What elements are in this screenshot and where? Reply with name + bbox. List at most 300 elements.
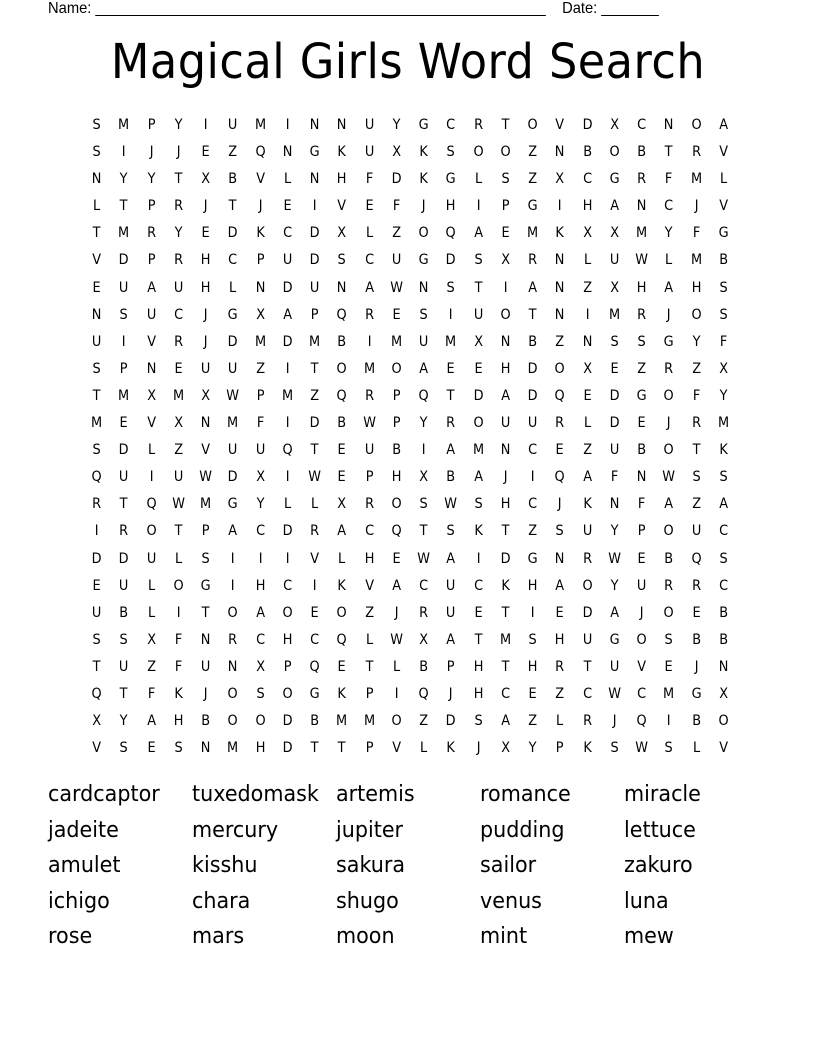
grid-letter[interactable]: P xyxy=(119,360,128,377)
grid-letter[interactable]: O xyxy=(663,523,674,540)
grid-letter[interactable]: O xyxy=(391,360,402,377)
grid-letter[interactable]: H xyxy=(473,658,483,675)
grid-letter[interactable]: Q xyxy=(636,713,647,730)
grid-letter[interactable]: D xyxy=(609,415,620,432)
grid-letter[interactable]: M xyxy=(690,171,702,188)
grid-letter[interactable]: B xyxy=(637,144,647,161)
grid-letter[interactable]: Z xyxy=(228,144,238,161)
grid-letter[interactable]: A xyxy=(582,469,592,486)
grid-letter[interactable]: K xyxy=(174,685,183,702)
grid-letter[interactable]: J xyxy=(203,306,208,323)
grid-letter[interactable]: G xyxy=(636,387,647,404)
grid-letter[interactable]: P xyxy=(637,523,646,540)
grid-letter[interactable]: Z xyxy=(691,496,701,513)
grid-letter[interactable]: U xyxy=(119,469,129,486)
grid-letter[interactable]: T xyxy=(446,387,455,404)
grid-letter[interactable]: O xyxy=(527,117,538,133)
grid-letter[interactable]: M xyxy=(200,496,212,513)
grid-letter[interactable]: H xyxy=(200,252,211,269)
grid-letter[interactable]: M xyxy=(717,415,729,432)
grid-letter[interactable]: T xyxy=(92,387,101,404)
grid-letter[interactable]: D xyxy=(309,252,320,269)
grid-letter[interactable]: J xyxy=(258,198,263,215)
grid-letter[interactable]: U xyxy=(500,415,511,432)
grid-letter[interactable]: U xyxy=(609,658,620,675)
grid-letter[interactable]: I xyxy=(121,333,126,350)
grid-letter[interactable]: E xyxy=(201,144,210,161)
grid-letter[interactable]: E xyxy=(392,306,401,323)
grid-letter[interactable]: Q xyxy=(691,550,702,567)
grid-letter[interactable]: X xyxy=(337,496,347,513)
grid-letter[interactable]: J xyxy=(203,685,208,702)
grid-letter[interactable]: Y xyxy=(119,171,128,188)
grid-letter[interactable]: B xyxy=(691,631,701,648)
grid-letter[interactable]: I xyxy=(230,577,235,594)
grid-letter[interactable]: T xyxy=(119,198,128,215)
grid-letter[interactable]: R xyxy=(555,415,565,432)
grid-letter[interactable]: Q xyxy=(336,631,347,648)
grid-letter[interactable]: B xyxy=(119,604,129,621)
grid-letter[interactable]: R xyxy=(173,252,183,269)
grid-letter[interactable]: W xyxy=(226,387,240,404)
grid-letter[interactable]: O xyxy=(282,685,293,702)
grid-letter[interactable]: Z xyxy=(255,360,265,377)
grid-letter[interactable]: R xyxy=(691,577,701,594)
grid-letter[interactable]: A xyxy=(337,523,347,540)
grid-letter[interactable]: Z xyxy=(528,171,538,188)
grid-letter[interactable]: T xyxy=(337,740,346,757)
grid-letter[interactable]: R xyxy=(364,306,374,323)
grid-letter[interactable]: S xyxy=(528,631,537,648)
grid-letter[interactable]: M xyxy=(91,415,103,432)
grid-letter[interactable]: F xyxy=(174,658,183,675)
grid-letter[interactable]: S xyxy=(692,469,701,486)
date-field[interactable]: _______ xyxy=(601,0,659,17)
grid-letter[interactable]: U xyxy=(446,604,456,621)
grid-letter[interactable]: V xyxy=(637,658,647,675)
grid-letter[interactable]: S xyxy=(92,442,101,459)
grid-letter[interactable]: R xyxy=(310,523,320,540)
grid-letter[interactable]: K xyxy=(446,740,456,757)
grid-letter[interactable]: N xyxy=(555,279,565,296)
grid-letter[interactable]: G xyxy=(445,171,456,188)
grid-letter[interactable]: V xyxy=(201,442,211,459)
grid-letter[interactable]: U xyxy=(255,442,265,459)
grid-letter[interactable]: P xyxy=(365,469,374,486)
grid-letter[interactable]: I xyxy=(312,198,317,215)
grid-letter[interactable]: U xyxy=(364,144,374,161)
grid-letter[interactable]: R xyxy=(173,333,183,350)
grid-letter[interactable]: Q xyxy=(336,387,347,404)
grid-letter[interactable]: U xyxy=(119,658,129,675)
grid-letter[interactable]: D xyxy=(282,333,293,350)
grid-letter[interactable]: A xyxy=(364,279,374,296)
grid-letter[interactable]: O xyxy=(473,415,484,432)
grid-letter[interactable]: T xyxy=(365,658,374,675)
grid-letter[interactable]: U xyxy=(609,252,620,269)
grid-letter[interactable]: I xyxy=(285,550,290,567)
grid-letter[interactable]: R xyxy=(664,577,674,594)
grid-letter[interactable]: A xyxy=(718,117,728,133)
grid-letter[interactable]: H xyxy=(364,550,374,567)
grid-letter[interactable]: L xyxy=(719,171,727,188)
grid-letter[interactable]: Z xyxy=(555,685,565,702)
grid-letter[interactable]: H xyxy=(282,631,293,648)
grid-letter[interactable]: O xyxy=(473,144,484,161)
grid-letter[interactable]: Q xyxy=(418,387,429,404)
grid-letter[interactable]: U xyxy=(364,442,374,459)
grid-letter[interactable]: A xyxy=(446,631,456,648)
grid-letter[interactable]: A xyxy=(446,442,456,459)
grid-letter[interactable]: H xyxy=(636,279,647,296)
grid-letter[interactable]: T xyxy=(310,360,319,377)
grid-letter[interactable]: M xyxy=(118,117,130,133)
grid-letter[interactable]: I xyxy=(176,604,181,621)
grid-letter[interactable]: S xyxy=(637,333,646,350)
grid-letter[interactable]: M xyxy=(309,333,321,350)
grid-letter[interactable]: S xyxy=(501,171,510,188)
grid-letter[interactable]: C xyxy=(664,198,674,215)
grid-letter[interactable]: O xyxy=(282,604,293,621)
grid-letter[interactable]: D xyxy=(282,713,293,730)
grid-letter[interactable]: H xyxy=(255,740,265,757)
grid-letter[interactable]: I xyxy=(476,198,481,215)
grid-letter[interactable]: S xyxy=(419,306,428,323)
grid-letter[interactable]: P xyxy=(256,387,265,404)
grid-letter[interactable]: E xyxy=(337,469,346,486)
grid-letter[interactable]: S xyxy=(664,740,673,757)
grid-letter[interactable]: W xyxy=(608,550,621,567)
grid-letter[interactable]: B xyxy=(718,604,728,621)
grid-letter[interactable]: E xyxy=(637,415,646,432)
grid-letter[interactable]: S xyxy=(119,740,128,757)
grid-letter[interactable]: O xyxy=(336,360,347,377)
grid-letter[interactable]: D xyxy=(227,225,238,242)
grid-letter[interactable]: X xyxy=(473,333,483,350)
grid-letter[interactable]: A xyxy=(282,306,292,323)
grid-letter[interactable]: Z xyxy=(582,442,592,459)
grid-letter[interactable]: E xyxy=(119,415,128,432)
grid-letter[interactable]: P xyxy=(446,658,455,675)
grid-letter[interactable]: E xyxy=(337,442,346,459)
grid-letter[interactable]: R xyxy=(582,550,592,567)
grid-letter[interactable]: I xyxy=(394,685,399,702)
grid-letter[interactable]: A xyxy=(391,577,401,594)
grid-letter[interactable]: U xyxy=(309,279,320,296)
grid-letter[interactable]: B xyxy=(310,713,320,730)
grid-letter[interactable]: N xyxy=(200,740,211,757)
grid-letter[interactable]: D xyxy=(582,604,593,621)
grid-letter[interactable]: Z xyxy=(364,604,374,621)
grid-letter[interactable]: G xyxy=(527,198,538,215)
grid-letter[interactable]: J xyxy=(666,306,671,323)
grid-letter[interactable]: L xyxy=(147,604,155,621)
grid-letter[interactable]: R xyxy=(473,117,483,133)
grid-letter[interactable]: U xyxy=(119,577,129,594)
grid-letter[interactable]: Y xyxy=(719,387,728,404)
grid-letter[interactable]: O xyxy=(691,117,702,133)
grid-letter[interactable]: P xyxy=(147,198,156,215)
grid-letter[interactable]: Z xyxy=(555,333,565,350)
grid-letter[interactable]: N xyxy=(609,496,620,513)
grid-letter[interactable]: P xyxy=(392,415,401,432)
grid-letter[interactable]: A xyxy=(718,496,728,513)
grid-letter[interactable]: W xyxy=(608,685,621,702)
grid-letter[interactable]: E xyxy=(610,360,619,377)
grid-letter[interactable]: E xyxy=(474,604,483,621)
grid-letter[interactable]: J xyxy=(476,740,481,757)
grid-letter[interactable]: H xyxy=(500,496,511,513)
grid-letter[interactable]: M xyxy=(390,333,402,350)
grid-letter[interactable]: S xyxy=(119,306,128,323)
grid-letter[interactable]: Q xyxy=(336,306,347,323)
grid-letter[interactable]: I xyxy=(585,306,590,323)
grid-letter[interactable]: H xyxy=(391,469,402,486)
grid-letter[interactable]: L xyxy=(392,658,400,675)
grid-letter[interactable]: L xyxy=(583,415,591,432)
grid-letter[interactable]: O xyxy=(227,685,238,702)
grid-letter[interactable]: A xyxy=(500,387,510,404)
grid-letter[interactable]: U xyxy=(582,523,592,540)
grid-letter[interactable]: N xyxy=(282,144,293,161)
grid-letter[interactable]: O xyxy=(663,387,674,404)
grid-letter[interactable]: V xyxy=(92,252,102,269)
grid-letter[interactable]: Z xyxy=(310,387,320,404)
grid-letter[interactable]: C xyxy=(228,252,238,269)
grid-letter[interactable]: I xyxy=(258,550,263,567)
grid-letter[interactable]: M xyxy=(281,387,293,404)
grid-letter[interactable]: C xyxy=(528,442,538,459)
grid-letter[interactable]: U xyxy=(228,117,238,133)
grid-letter[interactable]: E xyxy=(446,360,455,377)
grid-letter[interactable]: V xyxy=(364,577,374,594)
grid-letter[interactable]: M xyxy=(472,442,484,459)
grid-letter[interactable]: L xyxy=(365,631,373,648)
grid-letter[interactable]: R xyxy=(364,496,374,513)
grid-letter[interactable]: K xyxy=(337,577,347,594)
grid-letter[interactable]: C xyxy=(637,685,647,702)
grid-letter[interactable]: Y xyxy=(119,713,128,730)
grid-letter[interactable]: V xyxy=(337,198,347,215)
grid-letter[interactable]: D xyxy=(118,550,129,567)
grid-letter[interactable]: X xyxy=(173,415,183,432)
grid-letter[interactable]: I xyxy=(503,279,508,296)
grid-letter[interactable]: B xyxy=(718,252,728,269)
grid-letter[interactable]: N xyxy=(500,442,511,459)
grid-letter[interactable]: G xyxy=(418,117,429,133)
grid-letter[interactable]: L xyxy=(229,279,237,296)
grid-letter[interactable]: L xyxy=(474,171,482,188)
grid-letter[interactable]: L xyxy=(147,442,155,459)
grid-letter[interactable]: H xyxy=(527,577,538,594)
grid-letter[interactable]: T xyxy=(174,171,183,188)
grid-letter[interactable]: T xyxy=(119,496,128,513)
grid-letter[interactable]: R xyxy=(146,225,156,242)
grid-letter[interactable]: Y xyxy=(174,117,183,133)
grid-letter[interactable]: A xyxy=(555,577,565,594)
grid-letter[interactable]: O xyxy=(146,523,157,540)
grid-letter[interactable]: S xyxy=(719,279,728,296)
grid-letter[interactable]: J xyxy=(149,144,154,161)
grid-letter[interactable]: U xyxy=(91,333,102,350)
grid-letter[interactable]: U xyxy=(146,550,156,567)
grid-letter[interactable]: L xyxy=(174,550,182,567)
grid-letter[interactable]: U xyxy=(582,631,592,648)
grid-letter[interactable]: A xyxy=(609,604,619,621)
grid-letter[interactable]: I xyxy=(530,604,535,621)
grid-letter[interactable]: D xyxy=(309,225,320,242)
grid-letter[interactable]: O xyxy=(391,713,402,730)
grid-letter[interactable]: H xyxy=(173,713,184,730)
grid-letter[interactable]: X xyxy=(255,306,265,323)
grid-letter[interactable]: M xyxy=(663,685,675,702)
grid-letter[interactable]: S xyxy=(92,117,101,133)
grid-letter[interactable]: G xyxy=(527,550,538,567)
grid-letter[interactable]: X xyxy=(201,387,211,404)
grid-letter[interactable]: F xyxy=(637,496,646,513)
grid-letter[interactable]: X xyxy=(255,469,265,486)
grid-letter[interactable]: X xyxy=(146,631,156,648)
grid-letter[interactable]: M xyxy=(690,252,702,269)
grid-letter[interactable]: Q xyxy=(391,523,402,540)
grid-letter[interactable]: D xyxy=(445,713,456,730)
grid-letter[interactable]: H xyxy=(255,577,265,594)
grid-letter[interactable]: I xyxy=(367,333,372,350)
grid-letter[interactable]: X xyxy=(500,740,510,757)
grid-letter[interactable]: Y xyxy=(392,117,401,133)
grid-letter[interactable]: Q xyxy=(309,658,320,675)
grid-letter[interactable]: R xyxy=(637,306,647,323)
grid-letter[interactable]: E xyxy=(692,604,701,621)
grid-letter[interactable]: E xyxy=(147,740,156,757)
grid-letter[interactable]: V xyxy=(146,333,156,350)
grid-letter[interactable]: H xyxy=(527,658,538,675)
grid-letter[interactable]: E xyxy=(637,550,646,567)
grid-letter[interactable]: U xyxy=(228,442,238,459)
grid-letter[interactable]: E xyxy=(583,387,592,404)
grid-letter[interactable]: M xyxy=(445,333,457,350)
grid-letter[interactable]: C xyxy=(255,631,265,648)
grid-letter[interactable]: X xyxy=(419,469,429,486)
grid-letter[interactable]: O xyxy=(500,144,511,161)
grid-letter[interactable]: N xyxy=(228,658,238,675)
grid-letter[interactable]: R xyxy=(691,144,701,161)
grid-letter[interactable]: A xyxy=(528,279,538,296)
grid-letter[interactable]: N xyxy=(309,171,320,188)
grid-letter[interactable]: B xyxy=(337,415,347,432)
grid-letter[interactable]: E xyxy=(555,604,564,621)
grid-letter[interactable]: Z xyxy=(528,144,538,161)
grid-letter[interactable]: U xyxy=(91,604,102,621)
grid-letter[interactable]: P xyxy=(501,198,510,215)
grid-letter[interactable]: R xyxy=(119,523,129,540)
grid-letter[interactable]: N xyxy=(418,279,429,296)
grid-letter[interactable]: O xyxy=(336,604,347,621)
grid-letter[interactable]: Q xyxy=(554,387,565,404)
grid-letter[interactable]: C xyxy=(310,631,320,648)
grid-letter[interactable]: M xyxy=(363,360,375,377)
grid-letter[interactable]: B xyxy=(718,631,728,648)
grid-letter[interactable]: Y xyxy=(256,496,265,513)
grid-letter[interactable]: Y xyxy=(528,740,537,757)
grid-letter[interactable]: K xyxy=(473,523,483,540)
grid-letter[interactable]: O xyxy=(582,577,593,594)
grid-letter[interactable]: J xyxy=(666,415,671,432)
grid-letter[interactable]: E xyxy=(310,604,319,621)
grid-letter[interactable]: M xyxy=(636,225,648,242)
grid-letter[interactable]: U xyxy=(446,577,456,594)
grid-letter[interactable]: M xyxy=(608,306,620,323)
grid-letter[interactable]: B xyxy=(664,550,674,567)
grid-letter[interactable]: F xyxy=(665,171,673,188)
grid-letter[interactable]: N xyxy=(555,550,565,567)
grid-letter[interactable]: S xyxy=(419,496,428,513)
grid-letter[interactable]: E xyxy=(337,658,346,675)
grid-letter[interactable]: R xyxy=(528,252,538,269)
grid-letter[interactable]: A xyxy=(419,360,429,377)
grid-letter[interactable]: F xyxy=(256,415,264,432)
grid-letter[interactable]: O xyxy=(718,713,729,730)
grid-letter[interactable]: N xyxy=(337,279,347,296)
grid-letter[interactable]: C xyxy=(282,577,292,594)
grid-letter[interactable]: D xyxy=(227,469,238,486)
grid-letter[interactable]: K xyxy=(337,685,347,702)
grid-letter[interactable]: T xyxy=(419,523,428,540)
grid-letter[interactable]: D xyxy=(500,550,511,567)
grid-letter[interactable]: L xyxy=(311,496,319,513)
grid-letter[interactable]: N xyxy=(200,631,211,648)
grid-letter[interactable]: S xyxy=(92,144,101,161)
grid-letter[interactable]: C xyxy=(419,577,429,594)
grid-letter[interactable]: A xyxy=(146,279,156,296)
grid-letter[interactable]: P xyxy=(365,740,374,757)
grid-letter[interactable]: U xyxy=(636,577,647,594)
grid-letter[interactable]: J xyxy=(394,604,399,621)
grid-letter[interactable]: P xyxy=(392,387,401,404)
grid-letter[interactable]: G xyxy=(609,631,620,648)
grid-letter[interactable]: A xyxy=(664,279,674,296)
grid-letter[interactable]: K xyxy=(719,442,728,459)
grid-letter[interactable]: N xyxy=(664,117,674,133)
grid-letter[interactable]: F xyxy=(692,387,700,404)
grid-letter[interactable]: S xyxy=(92,360,101,377)
grid-letter[interactable]: E xyxy=(92,577,101,594)
grid-letter[interactable]: D xyxy=(309,415,320,432)
grid-letter[interactable]: S xyxy=(446,279,455,296)
grid-letter[interactable]: B xyxy=(637,442,647,459)
grid-letter[interactable]: E xyxy=(528,685,537,702)
grid-letter[interactable]: H xyxy=(500,360,511,377)
grid-letter[interactable]: A xyxy=(609,198,619,215)
grid-letter[interactable]: A xyxy=(255,604,265,621)
grid-letter[interactable]: E xyxy=(555,442,564,459)
grid-letter[interactable]: C xyxy=(637,117,647,133)
grid-letter[interactable]: U xyxy=(364,117,374,133)
grid-letter[interactable]: S xyxy=(474,713,483,730)
grid-letter[interactable]: X xyxy=(582,225,592,242)
grid-letter[interactable]: U xyxy=(391,252,402,269)
grid-letter[interactable]: N xyxy=(555,252,565,269)
grid-letter[interactable]: C xyxy=(582,171,592,188)
grid-letter[interactable]: E xyxy=(392,550,401,567)
grid-letter[interactable]: R xyxy=(582,713,592,730)
grid-letter[interactable]: S xyxy=(719,306,728,323)
grid-letter[interactable]: P xyxy=(555,740,564,757)
grid-letter[interactable]: S xyxy=(446,523,455,540)
grid-letter[interactable]: A xyxy=(500,713,510,730)
grid-letter[interactable]: I xyxy=(285,117,290,133)
grid-letter[interactable]: N xyxy=(582,333,592,350)
